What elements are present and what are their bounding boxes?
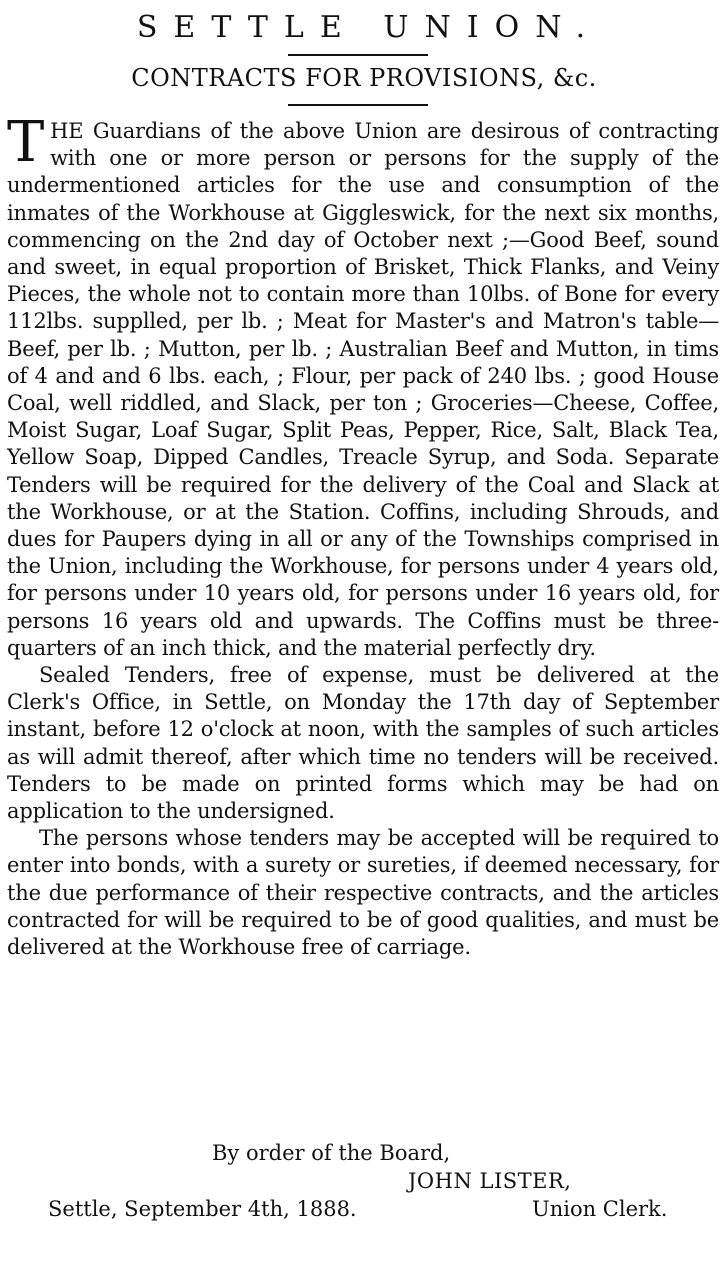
notice-body bbox=[7, 110, 719, 961]
drop-cap: T bbox=[7, 110, 45, 175]
page-title: SETTLE UNION. bbox=[136, 10, 602, 45]
title-rule bbox=[288, 54, 428, 56]
paragraph-3: The persons whose tenders may be accepted will be required to enter into bonds, with a surety or sureties, if deemed necessary, for the due performance of their respective contracts, and the articles contracted for will be required to be of good qualities, and must be delivered at the Workhouse free of carriage. bbox=[7, 826, 719, 960]
paragraph-1 bbox=[7, 110, 719, 662]
paragraph-2: Sealed Tenders, free of expense, must be delivered at the Clerk's Office, in Settle, on Monday the 17th day of September instant, before 12 o'clock at noon, with the samples of such articles as will admit thereof, after which time no tenders will be received. Tenders to be made on printed forms which may be had on application to the undersigned. bbox=[7, 663, 719, 824]
signatory-name: JOHN LISTER, bbox=[408, 1169, 572, 1193]
order-line: By order of the Board, bbox=[212, 1141, 451, 1165]
place-date: Settle, September 4th, 1888. bbox=[48, 1197, 357, 1221]
signatory-role: Union Clerk. bbox=[532, 1197, 668, 1221]
paragraph-1-text: HE Guardians of the above Union are desirous of contracting with one or more person or persons for the supply of the undermentioned articles for the use and consumption of the inmates of the Workhouse at Giggleswick, for the next six months, commencing on the 2nd day of October next ;—Good Beef, sound and sweet, in equal proportion of Brisket, Thick Flanks, and Veiny Pieces, the whole not to contain more than 10lbs. of Bone for every 112lbs. supplled, per lb. ; Meat for Master's and Matron's table—Beef, per lb. ; Mutton, per lb. ; Australian Beef and Mutton, in tims of 4 and and 6 lbs. each, ; Flour, per pack of 240 lbs. ; good House Coal, well riddled, and Slack, per ton ; Groceries—Cheese, Coffee, Moist Sugar, Loaf Sugar, Split Peas, Pepper, Rice, Salt, Black Tea, Yellow Soap, Dipped Candles, Treacle Syrup, and Soda. Separate Tenders will be required for the delivery of the Coal and Slack at the Workhouse, or at the Station. Coffins, including Shrouds, and dues for Paupers dying in all or any of the Townships comprised in the Union, including the Workhouse, for persons under 4 years old, for persons under 10 years old, for persons under 16 years old, for persons 16 years old and upwards. The Coffins must be three-quarters of an inch thick, and the material perfectly dry. bbox=[7, 119, 719, 660]
subtitle-rule bbox=[288, 104, 428, 106]
page-subtitle: CONTRACTS FOR PROVISIONS, &c. bbox=[131, 64, 597, 92]
